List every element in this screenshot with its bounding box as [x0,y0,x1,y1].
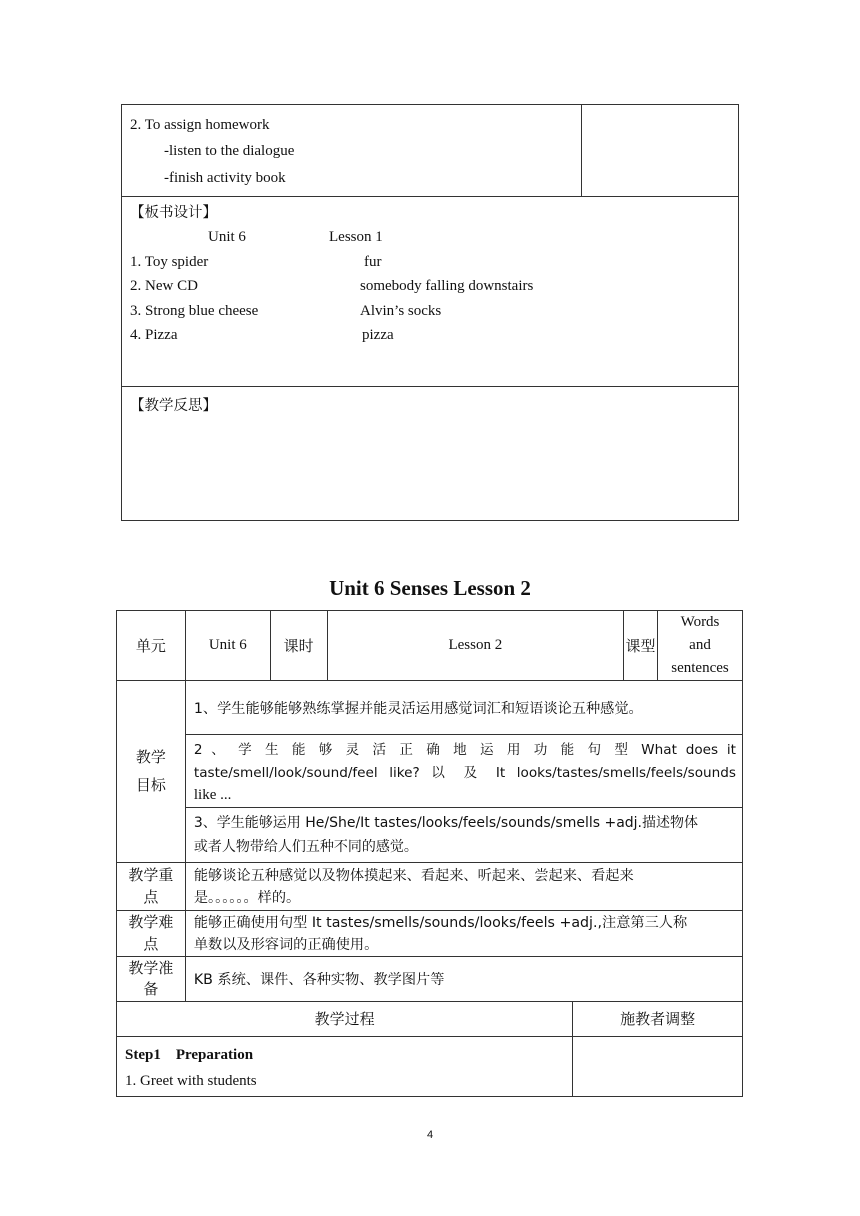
goal-3 [185,807,742,862]
type-value-line: and [689,637,711,653]
focus-line: 是。。。。。。样的。 [193,889,301,906]
step1-item: 1. Greet with students [125,1072,257,1089]
board-unit-row [130,225,738,250]
prep-label-line: 备 [143,979,159,998]
difficulty-label-line: 教学难 [128,913,174,931]
board-row-right: pizza [362,327,394,343]
difficulty-label-line: 点 [143,935,159,953]
type-label: 课型 [624,611,658,681]
board-row [130,323,738,348]
type-value-line: sentences [671,660,729,676]
focus-label-line: 点 [143,888,159,906]
step1-adjust-cell [573,1036,743,1096]
board-row [130,250,738,275]
goal-2-line: 2 、 学 生 能 够 灵 活 正 确 地 运 用 功 能 句 型 What does it [193,742,736,758]
page-title: Unit 6 Senses Lesson 2 [329,576,531,600]
board-row-left: 2. New CD [130,278,198,294]
board-row-left: 4. Pizza [130,327,178,343]
goal-2 [185,735,742,808]
prep-label [117,956,186,1001]
goals-label-line: 目标 [135,776,166,795]
difficulty-line: 单数以及形容词的正确使用。 [193,936,379,953]
focus-label [117,862,186,910]
homework-cell [122,105,582,197]
board-lesson: Lesson 1 [329,229,383,245]
step1-title: Step1 Preparation [125,1046,254,1063]
type-value-line: Words [680,614,720,630]
board-row [130,299,738,324]
board-design-cell [122,197,739,387]
prep-content: KB 系统、课件、各种实物、教学图片等 [185,956,742,1001]
board-unit: Unit 6 [208,229,246,245]
period-label: 课时 [270,611,327,681]
board-row-right: fur [364,253,382,270]
goals-label [117,681,186,863]
goals-label-line: 教学 [135,748,166,767]
unit-value: Unit 6 [185,611,270,681]
type-value [658,611,743,681]
board-row-right: Alvin’s socks [360,302,442,319]
board-design-heading: 【板书设计】 [130,205,217,221]
goal-2-line: taste/smell/look/sound/feel like? 以 及 It looks/tastes/smells/feels/sounds [193,764,736,781]
unit-label: 单元 [117,611,186,681]
goal-2-line: like ... [193,787,232,803]
homework-adjust-cell [582,105,739,197]
reflection-heading: 【教学反思】 [130,398,217,414]
page-number: 4 [426,1129,434,1141]
homework-title: 2. To assign homework [130,117,270,133]
board-row-left: 3. Strong blue cheese [130,302,259,319]
board-row-right: somebody falling downstairs [360,278,534,294]
goal-3-line: 3、学生能够运用 He/She/It tastes/looks/feels/sounds/smells +adj.描述物体 [193,814,699,831]
focus-line: 能够谈论五种感觉以及物体摸起来、看起来、听起来、尝起来、看起来 [193,867,634,884]
difficulty-line: 能够正确使用句型 It tastes/smells/sounds/looks/feels +adj.,注意第三人称 [193,914,688,931]
difficulty-content [185,910,742,956]
focus-label-line: 教学重 [128,866,174,884]
homework-item: -listen to the dialogue [164,143,295,159]
adjust-header: 施教者调整 [573,1001,743,1036]
focus-content [185,862,742,910]
board-row [130,274,738,299]
goal-3-line: 或者人物带给人们五种不同的感觉。 [193,838,418,855]
goal-1: 1、学生能够能够熟练掌握并能灵活运用感觉词汇和短语谈论五种感觉。 [185,681,742,735]
lesson2-plan-table [116,610,743,1097]
difficulty-label [117,910,186,956]
reflection-cell [122,387,739,521]
process-header: 教学过程 [117,1001,573,1036]
prep-label-line: 教学准 [128,958,174,977]
lesson1-continuation-table [121,104,739,521]
homework-item: -finish activity book [164,170,286,186]
period-value: Lesson 2 [327,611,623,681]
board-row-left: 1. Toy spider [130,253,209,270]
step1-cell [117,1036,573,1096]
